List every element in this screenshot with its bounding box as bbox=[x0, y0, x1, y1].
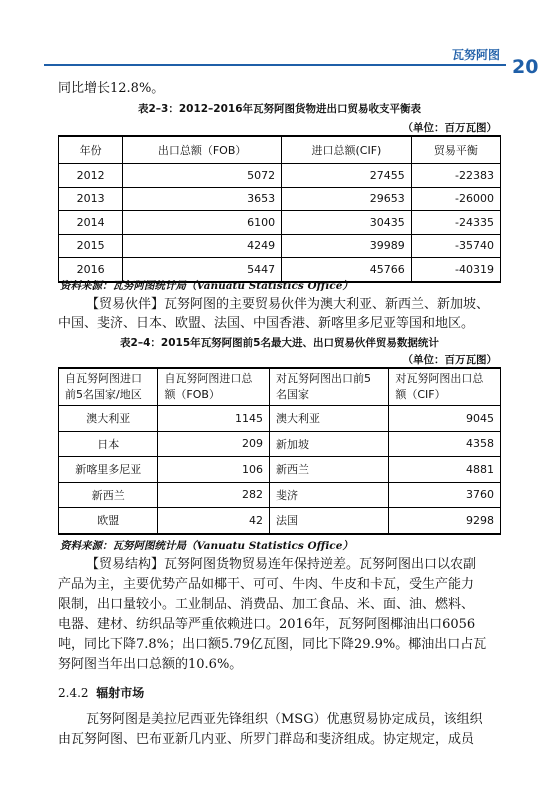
table-row bbox=[59, 234, 501, 258]
import-value-cell: 209 bbox=[158, 431, 270, 457]
page-number: 20 bbox=[512, 56, 539, 78]
year-cell: 2014 bbox=[59, 211, 123, 235]
trade-partners-table bbox=[58, 367, 501, 535]
import-value-cell: 282 bbox=[158, 482, 270, 508]
structure-para-line: 产品为主，主要优势产品如椰干、可可、牛肉、牛皮和卡瓦，受生产能力 bbox=[58, 577, 475, 592]
import-cell: 27455 bbox=[282, 164, 412, 188]
table-row bbox=[59, 508, 501, 534]
import-partner-cell: 欧盟 bbox=[59, 508, 158, 534]
year-cell: 2016 bbox=[59, 258, 123, 282]
section-heading bbox=[58, 684, 144, 702]
column-header: 对瓦努阿图出口前5 名国家 bbox=[270, 368, 389, 406]
radiation-para-line: 由瓦努阿图、巴布亚新几内亚、所罗门群岛和斐济组成。协定规定，成员 bbox=[58, 732, 475, 747]
partners-para-line: 中国、斐济、日本、欧盟、法国、中国香港、新喀里多尼亚等国和地区。 bbox=[58, 316, 475, 331]
export-partner-cell: 斐济 bbox=[270, 482, 389, 508]
table-row bbox=[59, 482, 501, 508]
table-row bbox=[59, 431, 501, 457]
table-header-row bbox=[59, 368, 501, 406]
import-value-cell: 106 bbox=[158, 457, 270, 483]
trade-balance-table bbox=[58, 135, 501, 283]
table-header-row bbox=[59, 136, 501, 164]
balance-cell: -35740 bbox=[411, 234, 500, 258]
balance-cell: -40319 bbox=[411, 258, 500, 282]
import-partner-cell: 澳大利亚 bbox=[59, 406, 158, 432]
column-header: 进口总额(CIF) bbox=[282, 136, 412, 164]
balance-cell: -22383 bbox=[411, 164, 500, 188]
export-cell: 3653 bbox=[123, 187, 282, 211]
export-partner-cell: 新西兰 bbox=[270, 457, 389, 483]
export-cell: 4249 bbox=[123, 234, 282, 258]
export-partner-cell: 新加坡 bbox=[270, 431, 389, 457]
export-value-cell: 3760 bbox=[389, 482, 501, 508]
column-header: 对瓦努阿图出口总 额（CIF） bbox=[389, 368, 501, 406]
export-cell: 5072 bbox=[123, 164, 282, 188]
structure-para-line: 【贸易结构】瓦努阿图货物贸易连年保持逆差。瓦努阿图出口以农副 bbox=[86, 557, 477, 572]
year-cell: 2015 bbox=[59, 234, 123, 258]
import-partner-cell: 新喀里多尼亚 bbox=[59, 457, 158, 483]
structure-para-line: 电器、建材、纺织品等严重依赖进口。2016年，瓦努阿图椰油出口6056 bbox=[58, 617, 476, 632]
structure-para-line: 努阿图当年出口总额的10.6%。 bbox=[58, 657, 243, 672]
import-partner-cell: 日本 bbox=[59, 431, 158, 457]
import-value-cell: 42 bbox=[158, 508, 270, 534]
export-value-cell: 4358 bbox=[389, 431, 501, 457]
table1-unit: （单位：百万瓦图） bbox=[402, 122, 497, 134]
year-cell: 2013 bbox=[59, 187, 123, 211]
table2-source: 资料来源：瓦努阿图统计局（Vanuatu Statistics Office） bbox=[60, 540, 353, 552]
import-cell: 45766 bbox=[282, 258, 412, 282]
table-row bbox=[59, 187, 501, 211]
balance-cell: -24335 bbox=[411, 211, 500, 235]
year-cell: 2012 bbox=[59, 164, 123, 188]
export-partner-cell: 澳大利亚 bbox=[270, 406, 389, 432]
section-number: 2.4.2 bbox=[58, 686, 89, 700]
export-value-cell: 4881 bbox=[389, 457, 501, 483]
table2-unit: （单位：百万瓦图） bbox=[402, 354, 497, 366]
column-header: 贸易平衡 bbox=[411, 136, 500, 164]
import-cell: 39989 bbox=[282, 234, 412, 258]
table-row bbox=[59, 406, 501, 432]
table-row bbox=[59, 164, 501, 188]
radiation-para-line: 瓦努阿图是美拉尼西亚先锋组织（MSG）优惠贸易协定成员，该组织 bbox=[86, 712, 483, 727]
import-cell: 29653 bbox=[282, 187, 412, 211]
column-header: 自瓦努阿图进口 前5名国家/地区 bbox=[59, 368, 158, 406]
header-title: 瓦努阿图 bbox=[451, 48, 500, 62]
table-row bbox=[59, 211, 501, 235]
column-header: 自瓦努阿图进口总 额（FOB） bbox=[158, 368, 270, 406]
export-value-cell: 9298 bbox=[389, 508, 501, 534]
export-cell: 5447 bbox=[123, 258, 282, 282]
section-title: 辐射市场 bbox=[96, 686, 145, 700]
export-cell: 6100 bbox=[123, 211, 282, 235]
table1-caption: 表2–3：2012–2016年瓦努阿图货物进出口贸易收支平衡表 bbox=[137, 103, 422, 115]
import-cell: 30435 bbox=[282, 211, 412, 235]
import-value-cell: 1145 bbox=[158, 406, 270, 432]
partners-para-line: 【贸易伙伴】瓦努阿图的主要贸易伙伴为澳大利亚、新西兰、新加坡、 bbox=[86, 297, 490, 312]
structure-para-line: 吨，同比下降7.8%；出口额5.79亿瓦图，同比下降29.9%。椰油出口占瓦 bbox=[58, 637, 487, 652]
export-partner-cell: 法国 bbox=[270, 508, 389, 534]
balance-cell: -26000 bbox=[411, 187, 500, 211]
export-value-cell: 9045 bbox=[389, 406, 501, 432]
table-row bbox=[59, 457, 501, 483]
column-header: 出口总额（FOB） bbox=[123, 136, 282, 164]
structure-para-line: 限制，出口量较小。工业制品、消费品、加工食品、米、面、油、燃料、 bbox=[58, 597, 475, 612]
table1-source: 资料来源：瓦努阿图统计局（Vanuatu Statistics Office） bbox=[60, 280, 353, 292]
running-header bbox=[44, 44, 506, 66]
column-header: 年份 bbox=[59, 136, 123, 164]
import-partner-cell: 新西兰 bbox=[59, 482, 158, 508]
intro-line: 同比增长12.8%。 bbox=[58, 81, 165, 96]
table2-caption: 表2–4：2015年瓦努阿图前5名最大进、出口贸易伙伴贸易数据统计 bbox=[120, 337, 439, 349]
